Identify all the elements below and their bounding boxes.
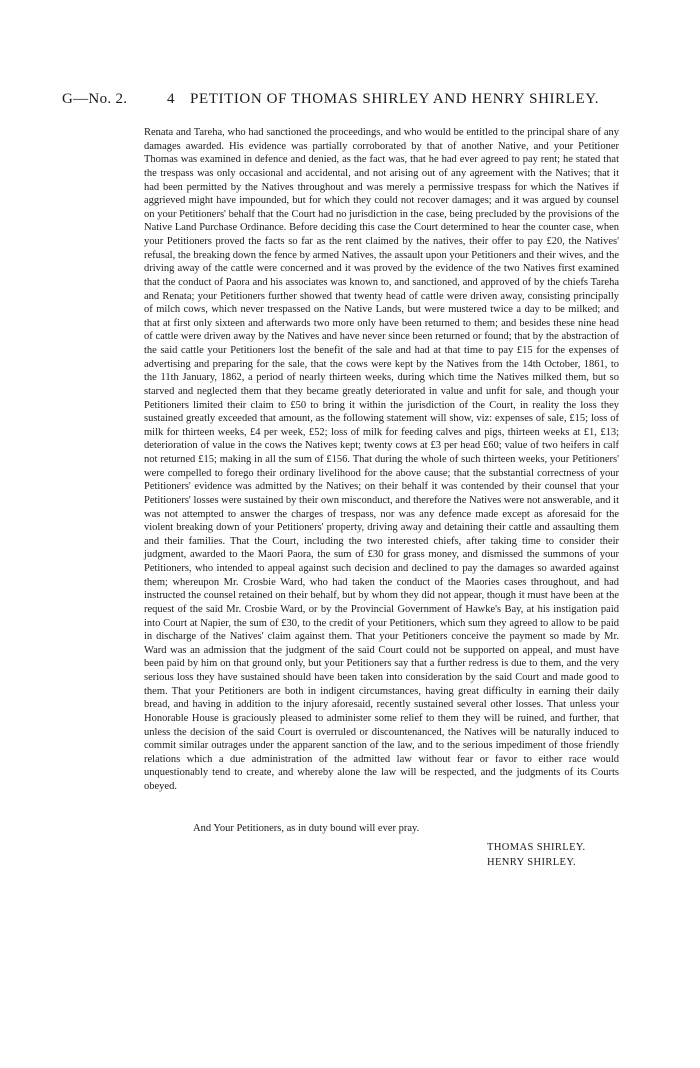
page-header [62,91,622,113]
page-number: 4 [167,91,175,107]
page-title: PETITION OF THOMAS SHIRLEY AND HENRY SHIRLEY. [190,91,600,107]
petition-body-paragraph: Renata and Tareha, who had sanctioned the proceedings, and who would be entitled to the principal share of any damages awarded. His evidence was partially corroborated by that of another Native, and your Petitioner Thomas was examined in defence and denied, as the fact was, that he had ever agreed to pay rent; he stated that the trespass was only occasional and accidental, and not arising out of any agreement with the Natives; that it had been permitted by the Natives throughout and was merely a permissive trespass for which the Natives if aggrieved might have impounded, but for which they could not recover damages; and it was argued by counsel on your Petitioners' behalf that the Court had no jurisdiction in the case, being precluded by the provisions of the Native Land Purchase Ordinance. Before deciding this case the Court determined to hear the counter case, when your Petitioners proved the facts so far as the rent claimed by the natives, their offer to pay £20, the Natives' refusal, the breaking down the fence by armed Natives, the assault upon your Petitioners and their wives, and the driving away of the cattle were concerned and it was proved by the evidence of the two Natives first examined that the conduct of Paora and his associates was known to, and sanctioned, and approved of by the chiefs Tareha and Renata; your Petitioners further showed that twenty head of cattle were driven away, consisting principally of milch cows, which never trespassed on the Native Lands, but were mustered twice a day to be milked; and that at first only sixteen and afterwards two more only have been returned to them; and besides these nine head of cattle were driven away by the Natives and have never since been returned or found; that by the abstraction of the said cattle your Petitioners lost the benefit of the sale and had at that time to pay £15 for the expenses of advertising and preparing for the sale, that the cows were kept by the Natives from the 14th October, 1861, to the 11th January, 1862, a period of nearly thirteen weeks, during which time the Natives milked them, but so starved and neglected them that they became greatly deteriorated in value and unfit for sale, and though your Petitioners limited their claim to £50 to bring it within the jurisdiction of the Court, in reality the loss they sustained greatly exceeded that amount, as the following statement will show, viz: expenses of sale, £15; loss of milk for thirteen weeks, £4 per week, £52; loss of milk for feeding calves and pigs, thirteen weeks at £1, £13; deterioration of value in the cows the Natives kept; twenty cows at £3 per head £60; value of two heifers in calf not returned £15; making in all the sum of £156. That during the whole of such thirteen weeks, your Petitioners' were compelled to forego their ordinary livelihood for the above cause; that the substantial correctness of your Petitioners' evidence was admitted by the Natives; on their behalf it was contended by their counsel that your Petitioners' losses were sustained by their own misconduct, and therefore the Natives were not answerable, and it was not attempted to answer the charges of trespass, nor was any defence made except as aforesaid for the violent breaking down of your Petitioners' property, driving away and detaining their cattle and assaulting them and their families. That the Court, including the two interested chiefs, after taking time to consider their judgment, awarded to the Maori Paora, the sum of £30 for grass money, and dismissed the summons of your Petitioners, who intended to appeal against such decision and declined to pay the damages so awarded against them; whereupon Mr. Crosbie Ward, who had taken the conduct of the Maories cases throughout, and had instructed the counsel retained on their behalf, but by whom they did not appear, though it must have been at the request of the said Mr. Crosbie Ward, or by the Provincial Government of Hawke's Bay, at his instigation paid into Court at Napier, the sum of £30, to the credit of your Petitioners, which sum they agreed to allow to be paid in discharge of the Natives' claim against them. That your Petitioners conceive the payment so made by Mr. Ward was an admission that the judgment of the said Court could not be supported on appeal, and must have been paid by him on that ground only, but your Petitioners say that a further redress is due to them, and the very serious loss they have sustained should have been taken into consideration by the said Court and made good to them. That your Petitioners are both in indigent circumstances, having great difficulty in earning their daily bread, and having in addition to the injury aforesaid, recently sustained several other losses. That unless your Honorable House is graciously pleased to administer some relief to them they will be ruined, and further, that unless the decision of the said Court is overruled or discountenanced, the Natives will be naturally induced to commit similar outrages under the apparent sanction of the law, and to the serious impediment of those friendly relations which a due administration of the admitted law without fear or favor to either race would unquestionably tend to create, and whereby alone the law will be respected, and the judgments of its Courts obeyed. [144,127,619,792]
signature-thomas-shirley: THOMAS SHIRLEY. [487,842,586,853]
signature-henry-shirley: HENRY SHIRLEY. [487,857,577,868]
document-code: G—No. 2. [62,91,128,107]
closing-line: And Your Petitioners, as in duty bound will ever pray. [193,823,420,834]
